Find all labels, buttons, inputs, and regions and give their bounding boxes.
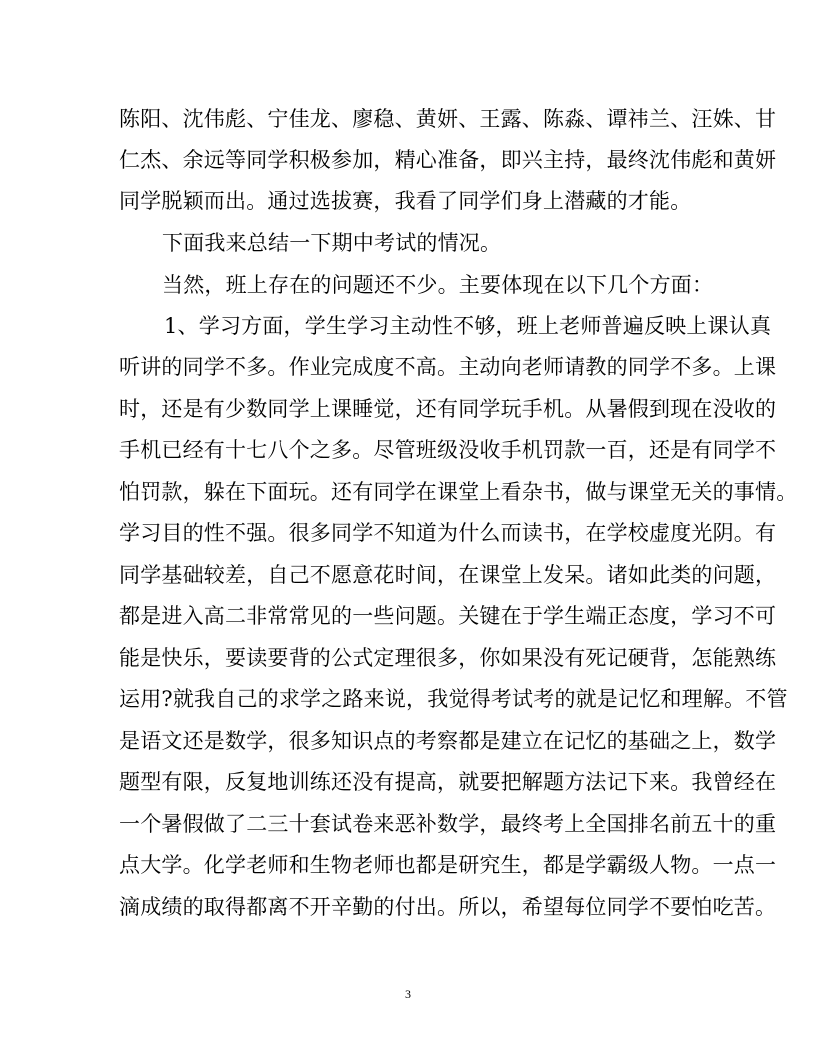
- body-text-line: 陈阳、沈伟彪、宁佳龙、廖稳、黄妍、王露、陈淼、谭祎兰、汪姝、甘: [119, 107, 777, 131]
- body-text-line: 学习目的性不强。很多同学不知道为什么而读书，在学校虚度光阴。有: [119, 521, 777, 545]
- body-text-line: 同学基础较差，自己不愿意花时间，在课堂上发呆。诸如此类的问题，: [119, 563, 777, 587]
- body-text-line: 下面我来总结一下期中考试的情况。: [162, 231, 502, 255]
- body-text-line: 是语文还是数学，很多知识点的考察都是建立在记忆的基础之上，数学: [119, 729, 777, 753]
- body-text-line: 题型有限，反复地训练还没有提高，就要把解题方法记下来。我曾经在: [119, 770, 777, 794]
- body-text-line: 怕罚款，躲在下面玩。还有同学在课堂上看杂书，做与课堂无关的事情。: [119, 480, 798, 504]
- body-text-line: 听讲的同学不多。作业完成度不高。主动向老师请教的同学不多。上课: [119, 355, 777, 379]
- body-text-line: 点大学。化学老师和生物老师也都是研究生，都是学霸级人物。一点一: [119, 853, 777, 877]
- body-text-line: 当然，班上存在的问题还不少。主要体现在以下几个方面：: [162, 273, 714, 297]
- body-text-line: 一个暑假做了二三十套试卷来恶补数学，最终考上全国排名前五十的重: [119, 812, 777, 836]
- body-text-line: 都是进入高二非常常见的一些问题。关键在于学生端正态度，学习不可: [119, 604, 777, 628]
- body-text-line: 1、学习方面，学生学习主动性不够，班上老师普遍反映上课认真: [164, 314, 772, 338]
- page-number: 3: [405, 987, 411, 1001]
- body-text-line: 同学脱颖而出。通过选拔赛，我看了同学们身上潜藏的才能。: [119, 189, 692, 213]
- body-text-line: 手机已经有十七八个之多。尽管班级没收手机罚款一百，还是有同学不: [119, 438, 777, 462]
- body-text-line: 仁杰、余远等同学积极参加，精心准备，即兴主持，最终沈伟彪和黄妍: [119, 148, 777, 172]
- body-text-line: 滴成绩的取得都离不开辛勤的付出。所以，希望每位同学不要怕吃苦。: [119, 895, 777, 919]
- body-text-line: 运用?就我自己的求学之路来说，我觉得考试考的就是记忆和理解。不管: [119, 687, 788, 711]
- body-text-line: 能是快乐，要读要背的公式定理很多，你如果没有死记硬背，怎能熟练: [119, 646, 777, 670]
- body-text-line: 时，还是有少数同学上课睡觉，还有同学玩手机。从暑假到现在没收的: [119, 397, 777, 421]
